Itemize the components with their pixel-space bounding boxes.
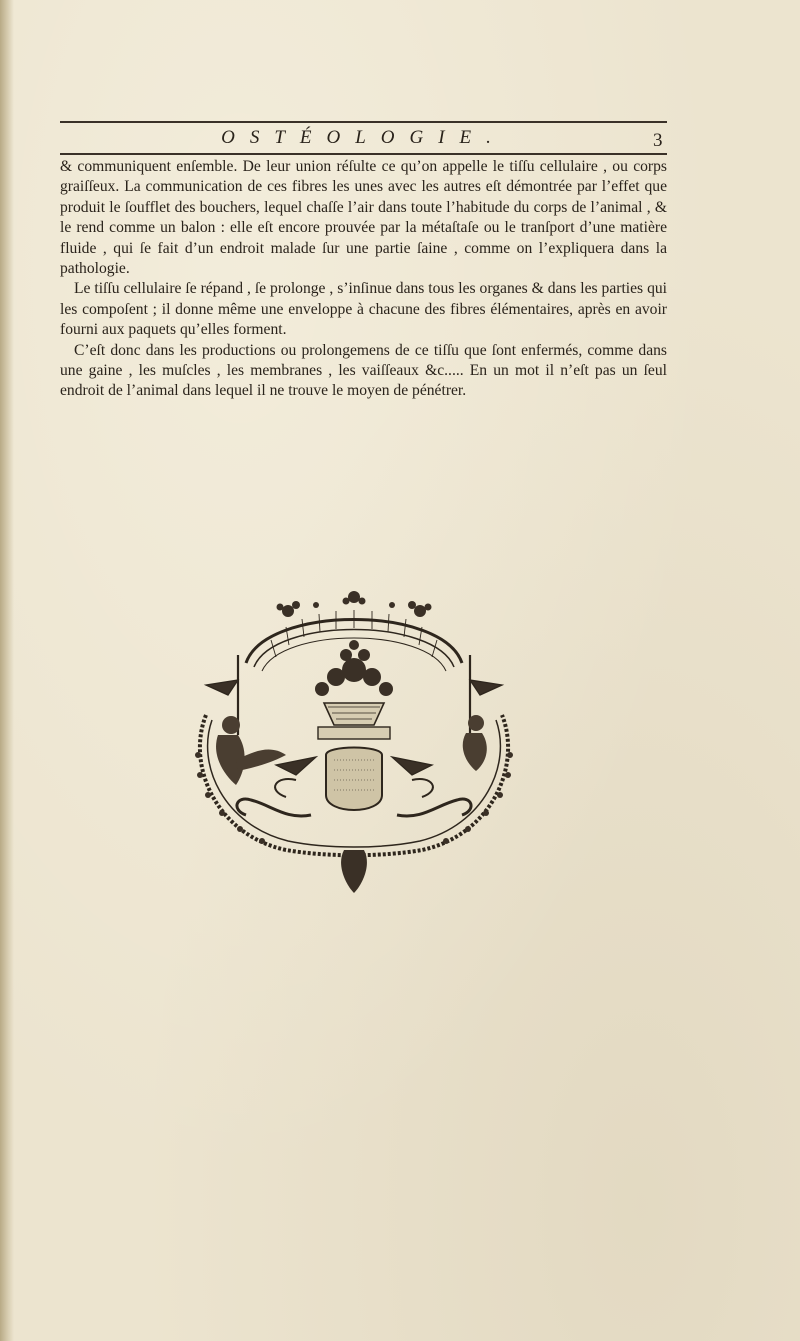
header-rule-top — [60, 121, 667, 123]
paragraph-1: & communiquent enſemble. De leur union réſulte ce qu’on appelle le tiſſu cellulaire , ou corps graiſſeux. La communication de ces fibres les unes avec les autres eſt démontrée par l’effet que produit le ſoufflet des bouchers, lequel chaſſe l’air dans toute l’habitude du corps de l’animal , & le rend comme un balon : elle eſt encore prouvée par la métaſtaſe ou le tranſport d’une matière fluide , qui ſe fait d’un endroit malade ſur une partie ſaine , comme on l’expliquera dans la pathologie. — [60, 158, 667, 278]
page-gutter-shadow — [0, 0, 14, 1341]
body-text — [60, 157, 667, 402]
header-rule-bottom — [60, 153, 667, 155]
ornamental-vignette-icon — [176, 585, 532, 900]
running-title: OSTÉOLOGIE. — [221, 127, 506, 148]
paragraph-2: Le tiſſu cellulaire ſe répand , ſe prolonge , s’inſinue dans tous les organes & dans les parties qui les compoſent ; il donne même une enveloppe à chacune des fibres élémentaires, après en avoir fourni aux paquets qu’elles forment. — [60, 280, 667, 339]
page-number: 3 — [653, 130, 663, 151]
paragraph-3: C’eſt donc dans les productions ou prolongemens de ce tiſſu que ſont enfermés, comme dans une gaine , les muſcles , les membranes , les vaiſſeaux &c..... En un mot il n’eſt pas un ſeul endroit de l’animal dans lequel il ne trouve le moyen de pénétrer. — [60, 341, 667, 400]
